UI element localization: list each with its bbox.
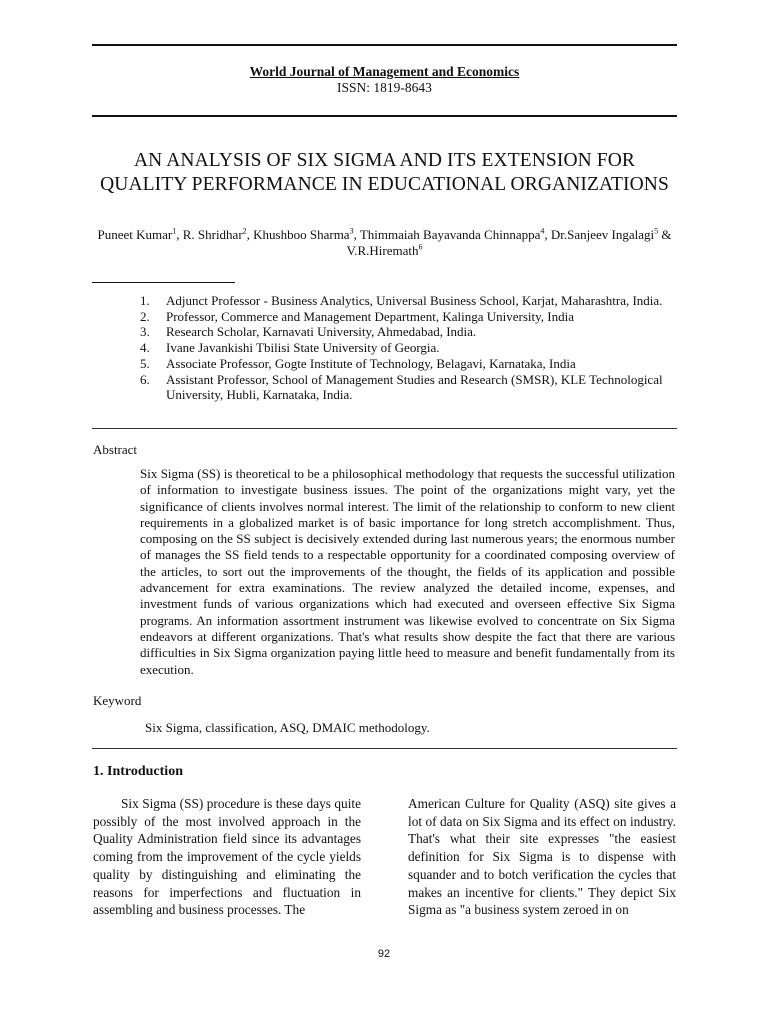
intro-right-column: American Culture for Quality (ASQ) site gives a lot of data on Six Sigma and its effect on industry. That's what their site expresses "the easiest definition for Six Sigma is to dispense with squander and to botch verification the cycles that makes an incentive for clients." They depict Six Sigma as "a business system zeroed in on (408, 796, 676, 918)
affiliation-item: 1. Adjunct Professor - Business Analytics, Universal Business School, Karjat, Maharashtra, India. (140, 293, 663, 308)
paper-title: AN ANALYSIS OF SIX SIGMA AND ITS EXTENSION FOR QUALITY PERFORMANCE IN EDUCATIONAL ORGANIZATIONS (100, 150, 669, 195)
page-number: 92 (377, 948, 391, 960)
affiliation-item: 4. Ivane Javankishi Tbilisi State University of Georgia. (140, 340, 440, 356)
introduction-heading: 1. Introduction (93, 764, 183, 779)
header-bottom-rule (92, 115, 677, 117)
section-divider (92, 748, 677, 749)
author: Thimmaiah Bayavanda Chinnappa$^4$, (359, 226, 551, 242)
author: Khushboo Sharma$^3$, (253, 226, 360, 242)
journal-issn: ISSN: 1819-8643 (337, 80, 432, 95)
author-list (92, 227, 677, 259)
abstract-label: Abstract (93, 442, 138, 457)
author: Dr.Sanjeev Ingalagi$^5$ & (550, 226, 672, 242)
author: V.R.Hiremath$^6$ (346, 242, 423, 258)
header-top-rule (92, 44, 677, 46)
affiliation-list (140, 293, 680, 403)
keyword-text: Six Sigma, classification, ASQ, DMAIC methodology. (145, 720, 430, 735)
affiliation-item: 6. Assistant Professor, School of Management Studies and Research (SMSR), KLE Technological University, Hubli, Karnataka, India. (140, 371, 663, 403)
author: R. Shridhar$^2$, (182, 226, 254, 242)
journal-name: World Journal of Management and Economics (249, 64, 520, 79)
abstract-body: Six Sigma (SS) is theoretical to be a philosophical methodology that requests the successful utilization of information to investigate business issues. The point of the organizations might vary, yet the significance of clients involves normal interest. The limit of the relationship to conform to new client requirements in a globalized market is of basic importance for long stretch accomplishment. Thus, composing on the SS subject is decisively extended during last numerous years; the enormous number of manages the SS field tends to a respectable opportunity for a coordinated composing overview of the articles, to sort out the improvements of the thought, the fields of its application and possible advancement for extra examinations. The review analyzed the detailed income, expenses, and investment funds of various organizations which had executed and overseen effective Six Sigma programs. An information assortment instrument was likewise evolved to concentrate on Six Sigma endeavors at different organizations. That's what results show despite the fact that there are various difficulties in Six Sigma organization paying little heed to measure and benefit fundamentally from its execution. (140, 466, 675, 677)
journal-header (92, 64, 677, 96)
affiliation-item: 5. Associate Professor, Gogte Institute of Technology, Belagavi, Karnataka, India (140, 355, 576, 371)
footnote-rule (92, 282, 235, 283)
affiliation-item: 3. Research Scholar, Karnavati University, Ahmedabad, India. (140, 324, 477, 340)
affiliation-item: 2. Professor, Commerce and Management Department, Kalinga University, India (140, 308, 575, 324)
section-divider (92, 428, 677, 429)
intro-left-column: Six Sigma (SS) procedure is these days quite possibly of the most involved approach in the Quality Administration field since its advantages coming from the improvement of the cycle yields quality by distinguishing and eliminating the reasons for imperfections and fluctuation in assembling and business processes. The (93, 796, 361, 918)
author: Puneet Kumar$^1$, (97, 226, 183, 242)
keyword-label: Keyword (93, 693, 142, 708)
